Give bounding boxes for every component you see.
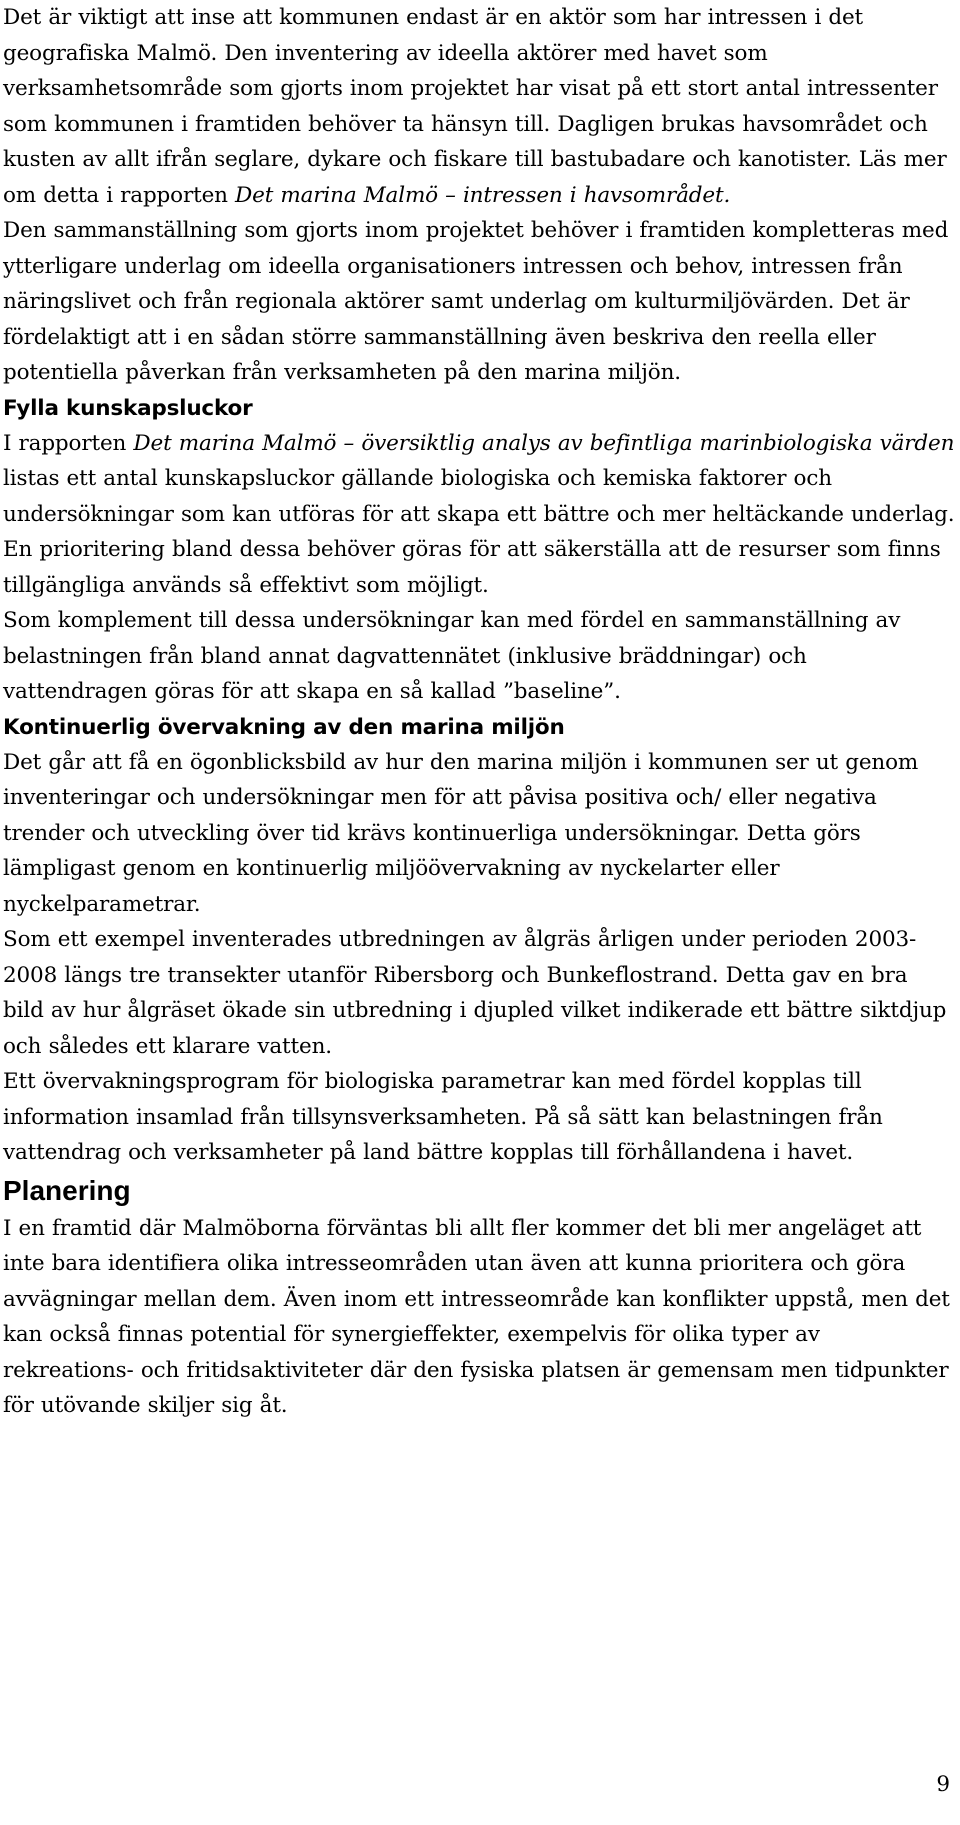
intro-paragraph-text: Det är viktigt att inse att kommunen endast är en aktör som har intressen i det geografiska Malmö. Den inventering av ideella aktörer med havet som verksamhetsområde som gjorts inom projektet har visat på ett stort antal intressenter som kommunen i framtiden behöver ta hänsyn till. Dagligen brukas havsområdet och kusten av allt ifrån seglare, dykare och fiskare till bastubadare och kanotister. Läs mer om detta i rapporten <box>3 5 947 208</box>
heading-planering: Planering <box>3 1174 131 1206</box>
page-number: 9 <box>936 1772 950 1797</box>
report-reference-marinbiologiska: Det marina Malmö – översiktlig analys av befintliga marinbiologiska värden <box>133 430 955 456</box>
baseline-paragraph: Som komplement till dessa undersökningar kan med fördel en sammanställning av belastningen från bland annat dagvattennätet (inklusive bräddningar) och vattendragen göras för att skapa en så kallad ”baseline”. <box>3 608 901 704</box>
planning-paragraph: I en framtid där Malmöborna förväntas bli allt fler kommer det bli mer angeläget att inte bara identifiera olika intresseområden utan även att kunna prioritera och göra avvägningar mellan dem. Även inom ett intresseområde kan konflikter uppstå, men det kan också finnas potential för synergieffekter, exempelvis för olika typer av rekreations- och fritidsaktiviteter där den fysiska platsen är gemensam men tidpunkter för utövande skiljer sig åt. <box>3 1215 950 1418</box>
heading-fylla-kunskapsluckor: Fylla kunskapsluckor <box>3 395 253 421</box>
monitoring-program-paragraph: Ett övervakningsprogram för biologiska parametrar kan med fördel kopplas till information insamlad från tillsynsverksamheten. På så sätt kan belastningen från vattendrag och verksamheter på land bättre kopplas till förhållandena i havet. <box>3 1069 883 1165</box>
report-reference-intressen: Det marina Malmö – intressen i havsområdet. <box>235 182 731 208</box>
knowledge-gaps-prefix: I rapporten <box>3 430 134 456</box>
heading-kontinuerlig-overvakning: Kontinuerlig övervakning av den marina miljön <box>3 714 565 740</box>
intro-paragraph <box>3 0 955 213</box>
document-page <box>3 0 955 1424</box>
eelgrass-paragraph: Som ett exempel inventerades utbredningen av ålgräs årligen under perioden 2003-2008 längs tre transekter utanför Ribersborg och Bunkeflostrand. Detta gav en bra bild av hur ålgräset ökade sin utbredning i djupled vilket indikerade ett bättre siktdjup och således ett klarare vatten. <box>3 927 947 1059</box>
knowledge-gaps-rest: listas ett antal kunskapsluckor gällande biologiska och kemiska faktorer och undersökningar som kan utföras för att skapa ett bättre och mer heltäckande underlag. En prioritering bland dessa behöver göras för att säkerställa att de resurser som finns tillgängliga används så effektivt som möjligt. <box>3 466 955 598</box>
compilation-paragraph: Den sammanställning som gjorts inom projektet behöver i framtiden kompletteras med ytterligare underlag om ideella organisationers intressen och behov, intressen från näringslivet och från regionala aktörer samt underlag om kulturmiljövärden. Det är fördelaktigt att i en sådan större sammanställning även beskriva den reella eller potentiella påverkan från verksamheten på den marina miljön. <box>3 218 949 385</box>
monitoring-paragraph: Det går att få en ögonblicksbild av hur den marina miljön i kommunen ser ut genom inventeringar och undersökningar men för att påvisa positiva och/ eller negativa trender och utveckling över tid krävs kontinuerliga undersökningar. Detta görs lämpligast genom en kontinuerlig miljöövervakning av nyckelarter eller nyckelparametrar. <box>3 749 919 917</box>
knowledge-gaps-paragraph <box>3 426 955 604</box>
